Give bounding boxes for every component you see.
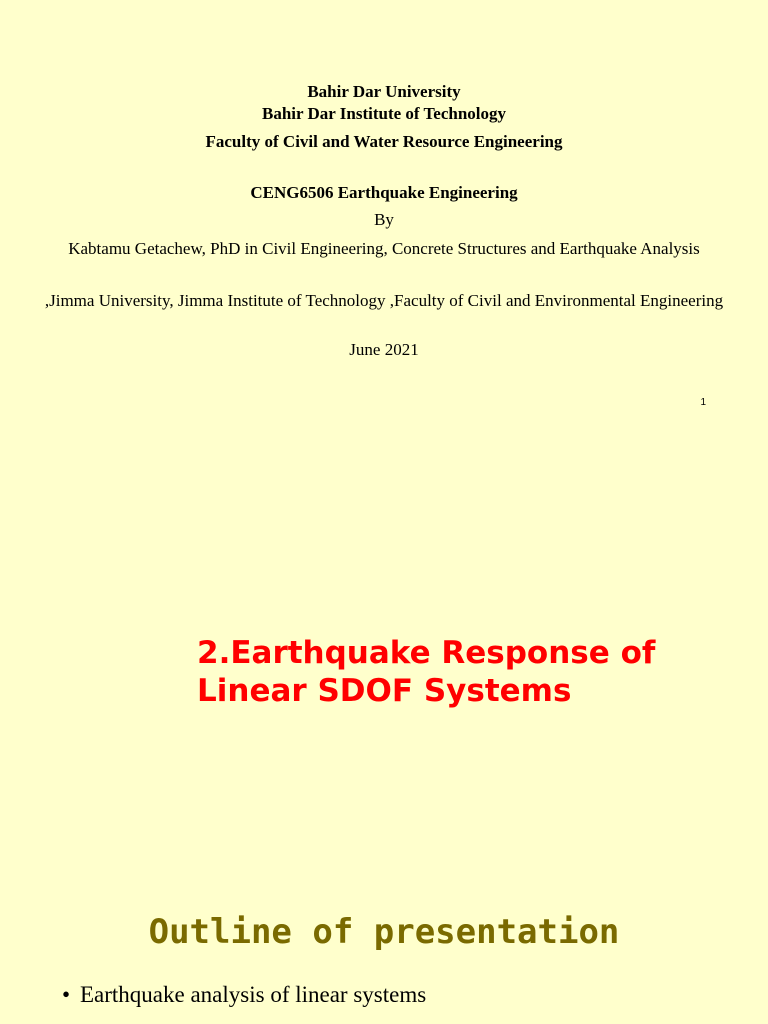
list-item	[62, 982, 426, 1008]
course-title: CENG6506 Earthquake Engineering	[250, 183, 518, 202]
outline-title: Outline of presentation	[148, 912, 620, 952]
title-slide	[0, 0, 768, 432]
outline-bullet-list	[62, 982, 426, 1008]
bullet-icon: •	[62, 982, 71, 1007]
bullet-text: Earthquake analysis of linear systems	[80, 982, 427, 1007]
university-name: Bahir Dar University	[307, 82, 461, 101]
section-title: 2.Earthquake Response of Linear SDOF Systems	[197, 635, 656, 709]
outline-slide	[0, 866, 768, 1024]
faculty-name: Faculty of Civil and Water Resource Engineering	[205, 132, 563, 151]
author-line: Kabtamu Getachew, PhD in Civil Engineering, Concrete Structures and Earthquake Analysis	[68, 239, 700, 258]
section-slide	[0, 432, 768, 866]
affiliation-line: ,Jimma University, Jimma Institute of Technology ,Faculty of Civil and Environmental Engineering	[44, 291, 724, 310]
presentation-date: June 2021	[349, 340, 419, 359]
by-label: By	[374, 210, 394, 229]
institute-name: Bahir Dar Institute of Technology	[261, 104, 507, 123]
slide-number: 1	[700, 397, 706, 408]
